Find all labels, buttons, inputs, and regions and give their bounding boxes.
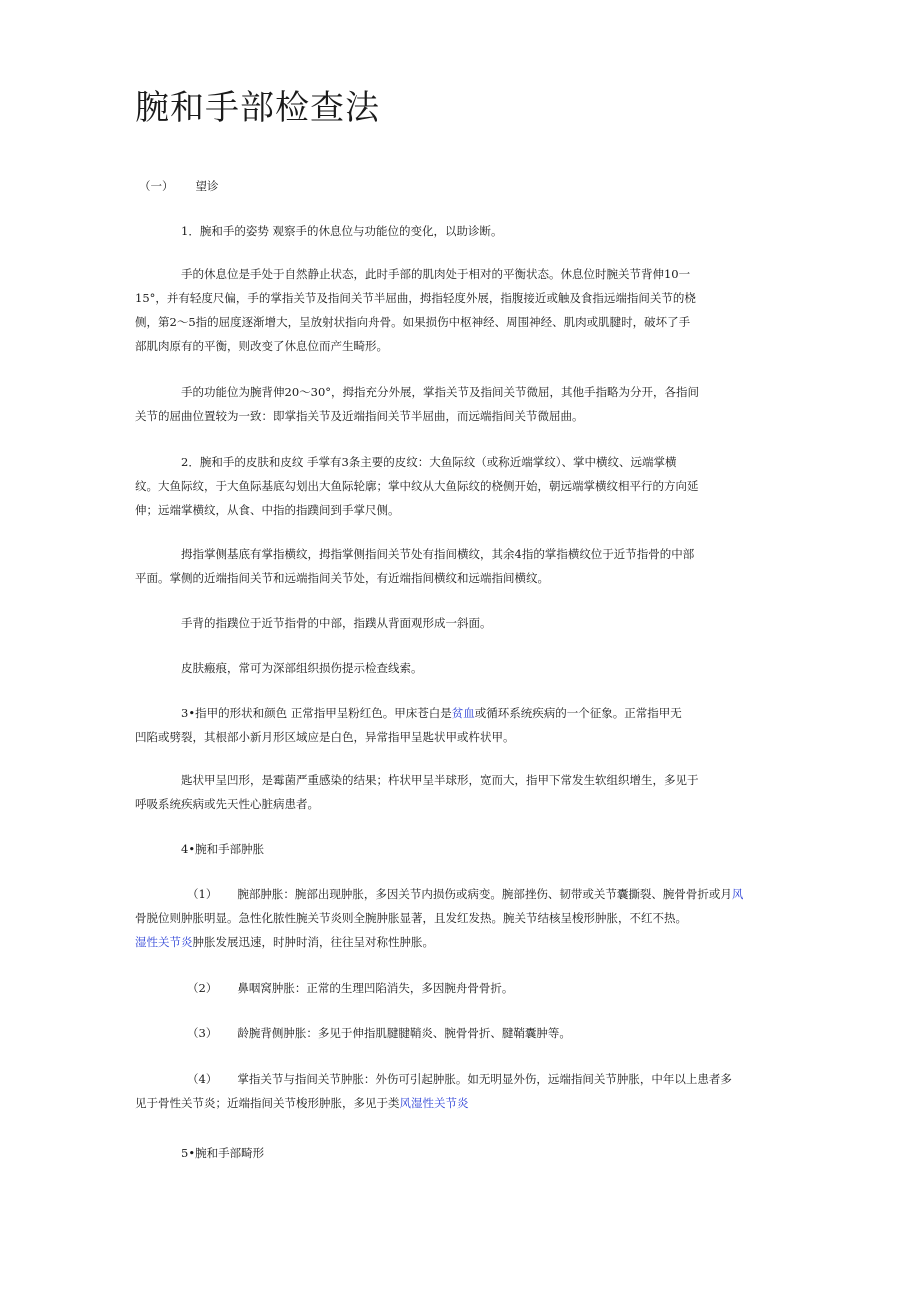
paragraph-snuffbox-swelling [135,976,812,1000]
text-span: 见于骨性关节炎；近端指间关节梭形肿胀，多见于类 [135,1096,400,1110]
text-line: 侧，第2～5指的屈度逐渐增大，呈放射状指向舟骨。如果损伤中枢神经、周围神经、肌肉或肌腱时，破坏了手 [135,315,691,329]
text-span: 或循环系统疾病的一个征象。正常指甲无 [474,706,682,720]
text-line [135,882,760,906]
text-line: 纹。大鱼际纹，于大鱼际基底勾划出大鱼际轮廓；掌中纹从大鱼际纹的桡侧开始，朝远端掌横纹相平行的方向延 [135,479,699,493]
paragraph-rest-position [135,262,760,358]
paragraph-skin-creases [135,450,760,522]
paragraph-function-position [135,380,760,428]
paragraph-wrist-swelling [135,882,760,954]
section-number: （一） [139,179,174,193]
text-line: 拇指掌侧基底有掌指横纹，拇指掌侧指间关节处有指间横纹，其余4指的掌指横纹位于近节指骨的中部 [181,547,695,561]
item-number: （4） [187,1072,218,1086]
text-line [135,701,760,725]
anemia-link[interactable]: 贫血 [451,706,475,720]
text-line [135,1067,760,1091]
rheumatoid-link[interactable]: 风湿性关节炎 [399,1096,469,1110]
text-span: 掌指关节与指间关节肿胀：外伤可引起肿胀。如无明显外伤，远端指间关节肿胀，中年以上患者多 [237,1072,732,1086]
rheumatoid-link-part2[interactable]: 湿性关节炎 [135,935,193,949]
text-line: 呼吸系统疾病或先天性心脏病患者。 [135,797,319,811]
text-line: 伸；远端掌横纹，从食、中指的指蹼间到手掌尺侧。 [135,503,400,517]
text-span: 3•指甲的形状和颜色 正常指甲呈粉红色。甲床苍白是 [181,706,452,720]
text-line: 匙状甲呈凹形，是霉菌严重感染的结果；杵状甲呈半球形，宽而大，指甲下常发生软组织增生，多见于 [181,773,699,787]
section-title: 望诊 [195,179,219,193]
item-number: （1） [187,887,218,901]
text-line: 关节的屈曲位置较为一致：即掌指关节及近端指间关节半屈曲，而远端指间关节微屈曲。 [135,409,584,423]
text-span: 龄腕背侧肿胀：多见于伸指肌腱腱鞘炎、腕骨骨折、腱鞘囊肿等。 [237,1026,571,1040]
text-span: 鼻咽窝肿胀：正常的生理凹陷消失，多因腕舟骨骨折。 [237,981,514,995]
paragraph-thumb-creases [135,542,760,590]
text-line [135,930,760,954]
text-line: 15°，并有轻度尺偏，手的掌指关节及指间关节半屈曲，拇指轻度外展，指腹接近或触及食指远端指间关节的桡 [135,291,696,305]
paragraph-nail-shapes [135,768,760,816]
paragraph-web: 手背的指蹼位于近节指骨的中部，指蹼从背面观形成一斜面。 [181,616,492,630]
paragraph-deformity-heading: 5•腕和手部畸形 [181,1146,265,1160]
text-line: 手的休息位是手处于自然静止状态，此时手部的肌肉处于相对的平衡状态。休息位时腕关节背伸10一 [181,267,691,281]
text-line: 部肌肉原有的平衡，则改变了休息位而产生畸形。 [135,339,388,353]
text-span: 腕部肿胀：腕部出现肿胀，多因关节内损伤或病变。腕部挫伤、韧带或关节囊撕裂、腕骨骨折或月 [237,887,732,901]
paragraph-swelling-heading: 4•腕和手部肿胀 [181,842,265,856]
paragraph-dorsal-swelling [135,1021,812,1045]
paragraph-posture: 1．腕和手的姿势 观察手的休息位与功能位的变化，以助诊断。 [181,224,503,238]
text-line: 凹陷或劈裂，其根部小新月形区域应是白色，异常指甲呈匙状甲或杵状甲。 [135,730,515,744]
item-number: （2） [187,981,218,995]
paragraph-scar: 皮肤瘢痕，常可为深部组织损伤提示检查线索。 [181,661,423,675]
paragraph-nails [135,701,760,749]
text-line: 平面。掌侧的近端指间关节和远端指间关节处，有近端指间横纹和远端指间横纹。 [135,571,549,585]
rheumatoid-link-part1[interactable]: 风 [731,887,744,901]
item-number: （3） [187,1026,218,1040]
text-span: 肿胀发展迅速，时肿时消，往往呈对称性肿胀。 [192,935,434,949]
page-title: 腕和手部检查法 [135,88,380,128]
text-line: 骨脱位则肿胀明显。急性化脓性腕关节炎则全腕肿胀显著，且发红发热。腕关节结核呈梭形肿胀，不红不热。 [135,911,687,925]
section-heading [135,174,764,198]
text-line: 手的功能位为腕背伸20～30°，拇指充分外展，掌指关节及指间关节微屈，其他手指略为分开，各指间 [181,385,700,399]
paragraph-joint-swelling [135,1067,760,1115]
text-line: 2．腕和手的皮肤和皮纹 手掌有3条主要的皮纹：大鱼际纹（或称近端掌纹）、掌中横纹、远端掌横 [181,455,677,469]
text-line [135,1091,760,1115]
